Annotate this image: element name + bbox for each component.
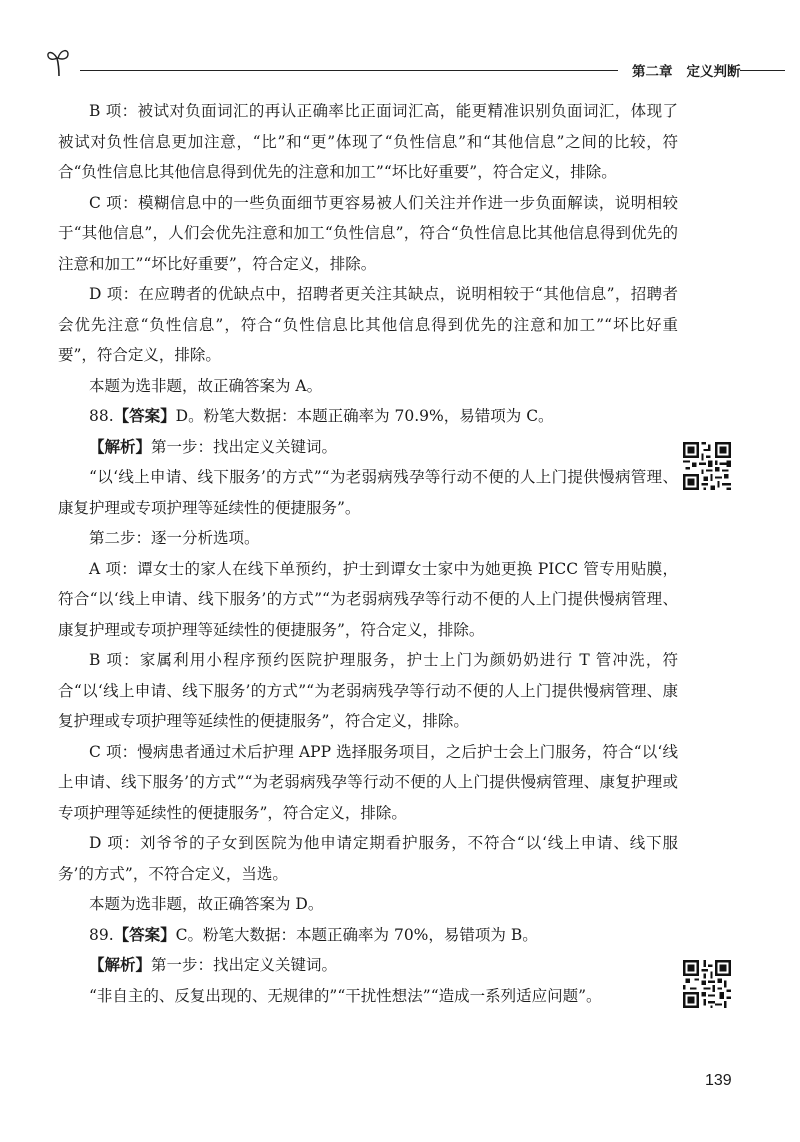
header-rule-right [740,70,785,71]
header-rule-left [80,70,618,71]
analysis-text: 第一步：找出定义关键词。 [151,437,338,456]
paragraph: C 项：慢病患者通过术后护理 APP 选择服务项目，之后护士会上门服务，符合“以‘线上申请、线下服务’的方式”“为老弱病残孕等行动不便的人上门提供慢病管理、康复护理或专项护理等延续性的便捷服务”，符合定义，排除。 [58,742,678,822]
qr-code-icon[interactable] [683,960,731,1008]
page-header [40,40,760,80]
question-number: 88. [89,407,114,425]
paragraph: “非自主的、反复出现的、无规律的”“干扰性想法”“造成一系列适应问题”。 [89,986,602,1005]
q89-analysis [58,950,678,981]
chapter-number: 第二章 [632,64,673,80]
analysis-label: 【解析】 [89,437,152,456]
q88-answer [58,401,678,432]
answer-text: D。粉笔大数据：本题正确率为 70.9%，易错项为 C。 [175,407,554,425]
analysis-label: 【解析】 [89,956,152,974]
paragraph: C 项：模糊信息中的一些负面细节更容易被人们关注并作进一步负面解读，说明相较于“其他信息”，人们会优先注意和加工“负性信息”，符合“负性信息比其他信息得到优先的注意和加工”“坏比好重要”，符合定义，排除。 [58,193,678,273]
page-body [58,96,678,1011]
paragraph: 本题为选非题，故正确答案为 A。 [89,376,323,395]
paragraph: D 项：在应聘者的优缺点中，招聘者更关注其缺点，说明相较于“其他信息”，招聘者会优先注意“负性信息”，符合“负性信息比其他信息得到优先的注意和加工”“坏比好重要”，符合定义，排除。 [58,285,678,364]
paragraph: D 项：刘爷爷的子女到医院为他申请定期看护服务，不符合“以‘线上申请、线下服务’的方式”，不符合定义，当选。 [58,834,678,883]
answer-label: 【答案】 [113,925,176,944]
qr-code-icon[interactable] [683,442,731,490]
paragraph: “以‘线上申请、线下服务’的方式”“为老弱病残孕等行动不便的人上门提供慢病管理、康复护理或专项护理等延续性的便捷服务”。 [58,468,678,517]
paragraph: 本题为选非题，故正确答案为 D。 [89,895,324,913]
q89-answer [58,920,678,951]
question-number: 89. [89,925,114,944]
page-number: 139 [705,1072,732,1089]
sprout-icon [46,46,76,80]
chapter-section: 定义判断 [686,64,741,80]
chapter-title [632,60,741,80]
answer-text: C。粉笔大数据：本题正确率为 70%，易错项为 B。 [175,925,538,944]
paragraph: A 项：谭女士的家人在线下单预约，护士到谭女士家中为她更换 PICC 管专用贴膜，符合“以‘线上申请、线下服务’的方式”“为老弱病残孕等行动不便的人上门提供慢病管理、康复护理或专项护理等延续性的便捷服务”，符合定义，排除。 [58,559,678,639]
q88-analysis [58,432,678,463]
paragraph: 第二步：逐一分析选项。 [89,529,260,547]
analysis-text: 第一步：找出定义关键词。 [151,956,338,974]
paragraph: B 项：家属利用小程序预约医院护理服务，护士上门为颜奶奶进行 T 管冲洗，符合“以‘线上申请、线下服务’的方式”“为老弱病残孕等行动不便的人上门提供慢病管理、康复护理或专项护理等延续性的便捷服务”，符合定义，排除。 [58,651,678,730]
paragraph: B 项：被试对负面词汇的再认正确率比正面词汇高，能更精准识别负面词汇，体现了被试对负性信息更加注意，“比”和“更”体现了“负性信息”和“其他信息”之间的比较，符合“负性信息比其他信息得到优先的注意和加工”“坏比好重要”，符合定义，排除。 [58,102,678,181]
answer-label: 【答案】 [113,407,176,425]
